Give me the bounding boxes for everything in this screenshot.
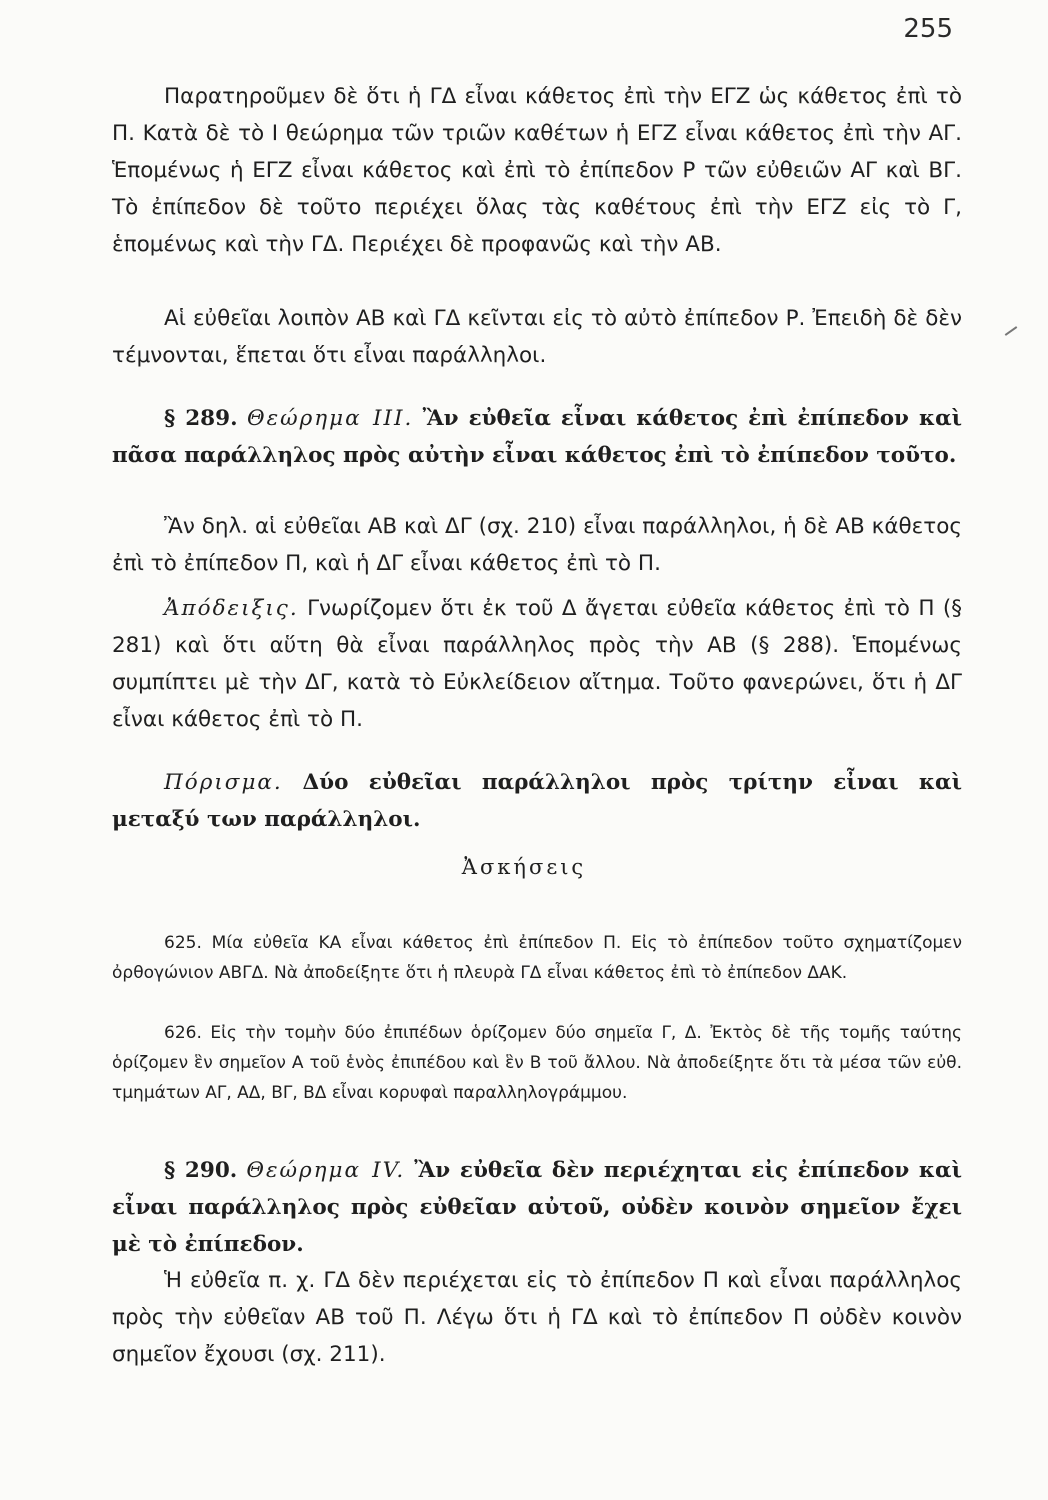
exercise-625: 625. Μία εὐθεῖα ΚΑ εἶναι κάθετος ἐπὶ ἐπίπεδον Π. Εἰς τὸ ἐπίπεδον τοῦτο σχηματίζομεν ὀρθογώνιον ΑΒΓΔ. Νὰ ἀποδείξητε ὅτι ἡ πλευρὰ ΓΔ εἶναι κάθετος ἐπὶ τὸ ἐπίπεδον ΔΑΚ. <box>112 933 962 983</box>
theorem-label: Θεώρημα IV. <box>246 1158 406 1183</box>
theorem-statement: Ἂν εὐθεῖα εἶναι κάθετος ἐπὶ ἐπίπεδον καὶ πᾶσα παράλληλος πρὸς αὐτὴν εἶναι κάθετος ἐπὶ τὸ ἐπίπεδον τοῦτο. <box>112 406 963 468</box>
theorem-290 <box>112 1152 962 1263</box>
margin-pencil-mark <box>1005 326 1018 336</box>
paragraph-conclusion: Αἱ εὐθεῖαι λοιπὸν ΑΒ καὶ ΓΔ κεῖνται εἰς τὸ αὐτὸ ἐπίπεδον Ρ. Ἐπειδὴ δὲ δὲν τέμνονται, ἕπεται ὅτι εἶναι παράλληλοι. <box>112 306 962 368</box>
exercises-heading: Ἀσκήσεις <box>461 855 587 879</box>
corollary-label: Πόρισμα. <box>164 770 283 795</box>
corollary <box>112 764 962 838</box>
paragraph-proof-continuation: Παρατηροῦμεν δὲ ὅτι ἡ ΓΔ εἶναι κάθετος ἐπὶ τὴν ΕΓΖ ὡς κάθετος ἐπὶ τὸ Π. Κατὰ δὲ τὸ Ι θεώρημα τῶν τριῶν καθέτων ἡ ΕΓΖ εἶναι κάθετος ἐπὶ τὴν ΑΓ. Ἑπομένως ἡ ΕΓΖ εἶναι κάθετος καὶ ἐπὶ τὸ ἐπίπεδον Ρ τῶν εὐθειῶν ΑΓ καὶ ΒΓ. Τὸ ἐπίπεδον δὲ τοῦτο περιέχει ὅλας τὰς καθέτους ἐπὶ τὴν ΕΓΖ εἰς τὸ Γ, ἑπομένως καὶ τὴν ΓΔ. Περιέχει δὲ προφανῶς καὶ τὴν ΑΒ. <box>112 84 962 257</box>
theorem-label: Θεώρημα ΙΙΙ. <box>246 406 414 431</box>
proof-text: Γνωρίζομεν ὅτι ἐκ τοῦ Δ ἄγεται εὐθεῖα κάθετος ἐπὶ τὸ Π (§ 281) καὶ ὅτι αὕτη θὰ εἶναι παράλληλος πρὸς τὴν ΑΒ (§ 288). Ἑπομένως συμπίπτει μὲ τὴν ΔΓ, κατὰ τὸ Εὐκλείδειον αἴτημα. Τοῦτο φανερώνει, ὅτι ἡ ΔΓ εἶναι κάθετος ἐπὶ τὸ Π. <box>112 596 962 732</box>
theorem-290-given: Ἡ εὐθεῖα π. χ. ΓΔ δὲν περιέχεται εἰς τὸ ἐπίπεδον Π καὶ εἶναι παράλληλος πρὸς τὴν εὐθεῖαν ΑΒ τοῦ Π. Λέγω ὅτι ἡ ΓΔ καὶ τὸ ἐπίπεδον Π οὐδὲν κοινὸν σημεῖον ἔχουσι (σχ. 211). <box>112 1268 962 1367</box>
section-number: § 289. <box>164 406 238 431</box>
page-number: 255 <box>903 14 953 44</box>
proof-label: Ἀπόδειξις. <box>164 596 299 621</box>
corollary-text: Δύο εὐθεῖαι παράλληλοι πρὸς τρίτην εἶναι καὶ μεταξύ των παράλληλοι. <box>112 770 962 832</box>
theorem-statement: Ἂν εὐθεῖα δὲν περιέχηται εἰς ἐπίπεδον καὶ εἶναι παράλληλος πρὸς εὐθεῖαν αὐτοῦ, οὐδὲν κοινὸν σημεῖον ἔχει μὲ τὸ ἐπίπεδον. <box>112 1158 962 1257</box>
theorem-289-proof <box>112 590 962 738</box>
exercise-626: 626. Εἰς τὴν τομὴν δύο ἐπιπέδων ὁρίζομεν δύο σημεῖα Γ, Δ. Ἐκτὸς δὲ τῆς τομῆς ταύτης ὁρίζομεν ἓν σημεῖον Α τοῦ ἑνὸς ἐπιπέδου καὶ ἓν Β τοῦ ἄλλου. Νὰ ἀποδείξητε ὅτι τὰ μέσα τῶν εὐθ. τμημάτων ΑΓ, ΑΔ, ΒΓ, ΒΔ εἶναι κορυφαὶ παραλληλογράμμου. <box>112 1023 962 1103</box>
theorem-289-given: Ἂν δηλ. αἱ εὐθεῖαι ΑΒ καὶ ΔΓ (σχ. 210) εἶναι παράλληλοι, ἡ δὲ ΑΒ κάθετος ἐπὶ τὸ ἐπίπεδον Π, καὶ ἡ ΔΓ εἶναι κάθετος ἐπὶ τὸ Π. <box>112 514 962 576</box>
section-number: § 290. <box>164 1158 238 1183</box>
theorem-289 <box>112 400 962 474</box>
